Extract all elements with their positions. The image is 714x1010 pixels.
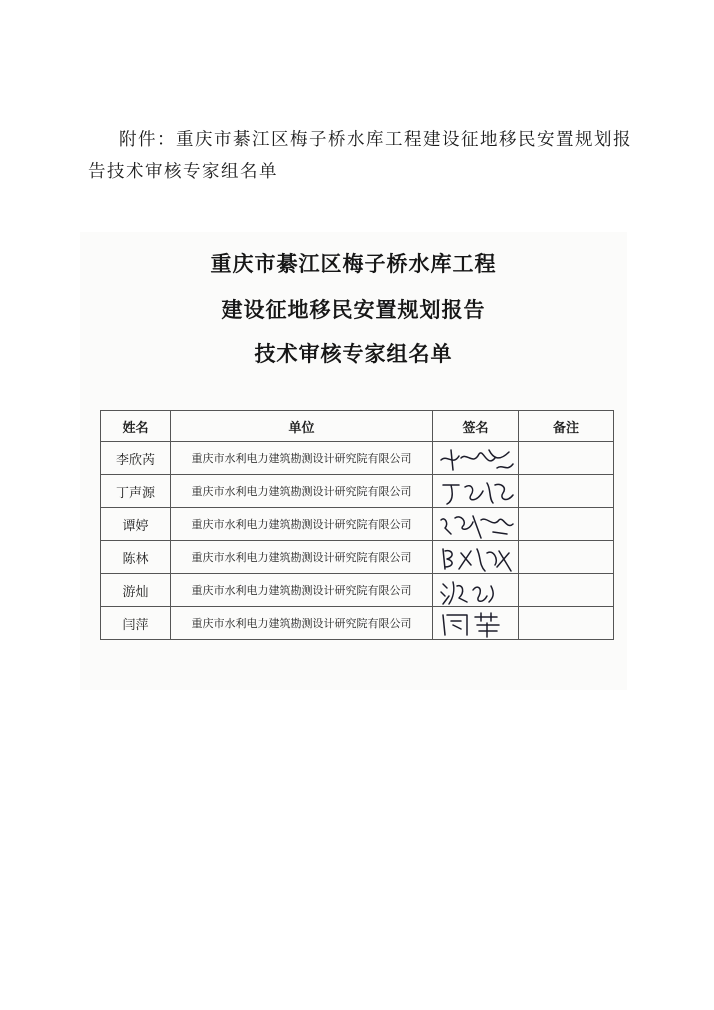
- table-row: [101, 442, 614, 475]
- expert-signature: [433, 442, 519, 475]
- handwritten-signature: [437, 543, 517, 573]
- expert-name: 游灿: [101, 574, 171, 607]
- scanned-expert-list: [80, 232, 627, 690]
- expert-remarks: [519, 541, 614, 574]
- handwritten-signature: [437, 477, 517, 507]
- expert-signature: [433, 541, 519, 574]
- attachment-title: 附件：重庆市綦江区梅子桥水库工程建设征地移民安置规划报告技术审核专家组名单: [88, 130, 632, 182]
- expert-name: 李欣芮: [101, 442, 171, 475]
- expert-unit: 重庆市水利电力建筑勘测设计研究院有限公司: [171, 475, 433, 508]
- expert-remarks: [519, 508, 614, 541]
- handwritten-signature: [437, 444, 517, 474]
- expert-remarks: [519, 574, 614, 607]
- table-header-row: [101, 411, 614, 442]
- table-row: [101, 508, 614, 541]
- table-row: [101, 607, 614, 640]
- expert-table: [100, 410, 614, 640]
- expert-signature: [433, 574, 519, 607]
- expert-remarks: [519, 475, 614, 508]
- expert-name: 陈林: [101, 541, 171, 574]
- header-signature: 签名: [433, 411, 519, 442]
- expert-signature: [433, 475, 519, 508]
- expert-name: 丁声源: [101, 475, 171, 508]
- expert-unit: 重庆市水利电力建筑勘测设计研究院有限公司: [171, 607, 433, 640]
- expert-unit: 重庆市水利电力建筑勘测设计研究院有限公司: [171, 574, 433, 607]
- document-title-line-2: 建设征地移民安置规划报告: [221, 297, 486, 322]
- header-name: 姓名: [101, 411, 171, 442]
- header-unit: 单位: [171, 411, 433, 442]
- handwritten-signature: [437, 609, 517, 639]
- header-remarks: 备注: [519, 411, 614, 442]
- expert-name: 闫萍: [101, 607, 171, 640]
- expert-remarks: [519, 607, 614, 640]
- expert-unit: 重庆市水利电力建筑勘测设计研究院有限公司: [171, 508, 433, 541]
- expert-unit: 重庆市水利电力建筑勘测设计研究院有限公司: [171, 541, 433, 574]
- table-row: [101, 475, 614, 508]
- document-title-line-3: 技术审核专家组名单: [254, 341, 453, 366]
- expert-signature: [433, 508, 519, 541]
- document-title-line-1: 重庆市綦江区梅子桥水库工程: [210, 251, 497, 276]
- handwritten-signature: [437, 510, 517, 540]
- handwritten-signature: [437, 576, 517, 606]
- expert-unit: 重庆市水利电力建筑勘测设计研究院有限公司: [171, 442, 433, 475]
- expert-signature: [433, 607, 519, 640]
- table-row: [101, 574, 614, 607]
- expert-remarks: [519, 442, 614, 475]
- expert-name: 谭婷: [101, 508, 171, 541]
- table-row: [101, 541, 614, 574]
